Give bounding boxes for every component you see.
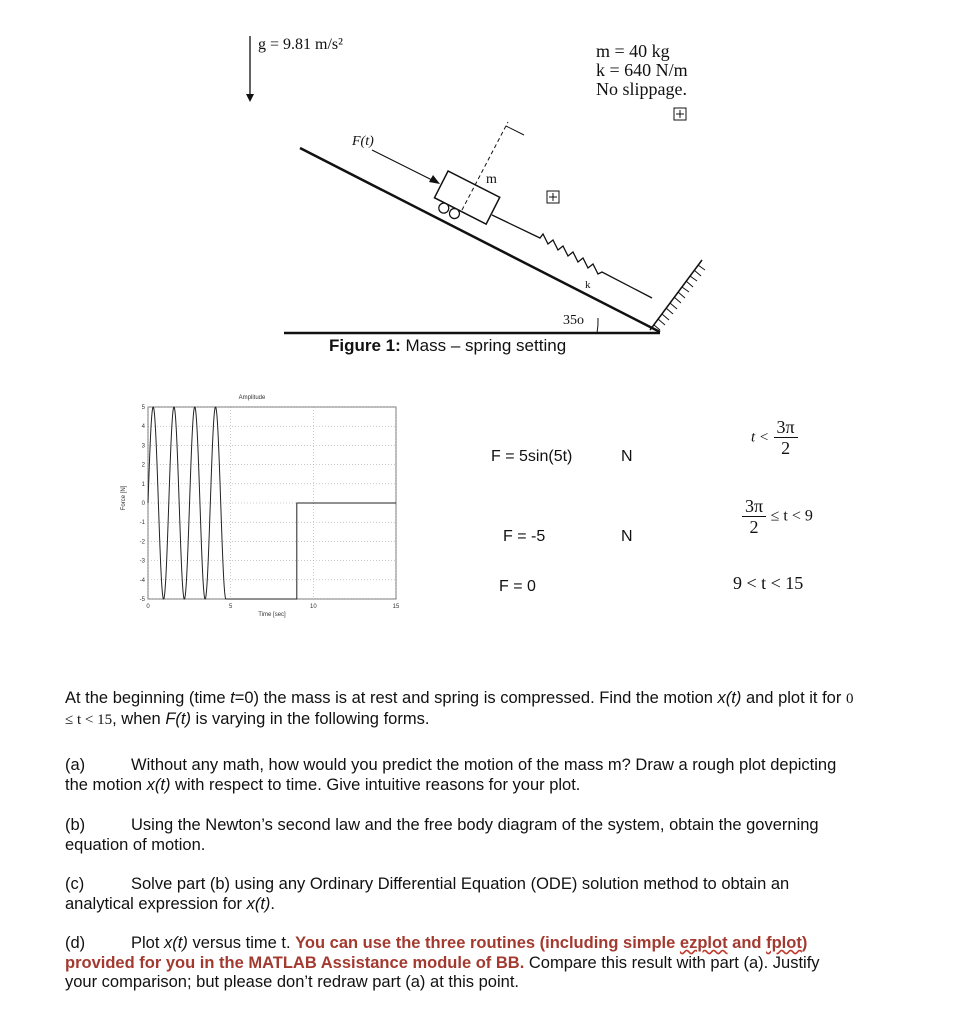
plot-ytick-label: -5	[139, 597, 145, 603]
plot-ytick-label: 5	[141, 405, 145, 411]
angle-arc	[597, 318, 598, 333]
force-cond-1: t < $\frac{3\pi}{2}$	[751, 417, 798, 458]
plot-xtick-label: 15	[392, 604, 400, 610]
mass-spring-figure	[0, 0, 959, 380]
system-params	[596, 42, 688, 99]
gravity-label: g = 9.81 m/s²	[258, 36, 343, 53]
intro-paragraph: At the beginning (time t=0) the mass is at rest and spring is compressed. Find the motion x(t) and plot it for 0 ≤ t < 15, when F(t) is varying in the following forms.	[65, 689, 854, 728]
plot-ytick-label: -3	[139, 558, 145, 565]
plot-ytick-label: 0	[141, 501, 145, 507]
figure-caption: Figure 1: Mass – spring setting	[329, 336, 567, 355]
param-mass: m = 40 kg	[596, 41, 670, 61]
plot-title: Amplitude	[238, 395, 266, 401]
plot-ytick-label: 4	[141, 424, 145, 431]
plot-xtick-label: 5	[228, 604, 233, 610]
spring	[492, 215, 652, 298]
force-expr-3: F = 0	[499, 578, 536, 595]
force-cond-2: $\frac{3\pi}{2}$ ≤ t < 9	[742, 496, 813, 537]
force-expr-2: F = -5	[503, 528, 546, 545]
expand-icon	[547, 191, 559, 203]
force-cond-3: 9 < t < 15	[733, 573, 804, 593]
force-unit-1: N	[621, 448, 633, 465]
question-a: (a) Without any math, how would you predict the motion of the mass m? Draw a rough plot depicting the motion x(t) with respect to time. Give intuitive reasons for your plot.	[65, 756, 837, 794]
plot-xlabel: Time [sec]	[258, 612, 286, 618]
plot-ytick-label: -2	[139, 539, 145, 546]
plot-xtick-label: 10	[309, 604, 317, 610]
question-d: (d) Plot x(t) versus time t. You can use the three routines (including simple ezplot and fplot) provided for you in the MATLAB Assistance module of BB. Compare this result with part (a). Justify your comparison; but please don’t redraw part (a) at this point.	[65, 934, 820, 991]
spring-label: k	[585, 279, 591, 291]
param-slip: No slippage.	[596, 79, 687, 99]
force-unit-2: N	[621, 528, 633, 545]
plot-xtick-label: 0	[146, 604, 150, 610]
force-plot	[110, 390, 410, 635]
plot-ytick-label: 3	[141, 443, 145, 450]
expand-icon	[674, 108, 686, 120]
mass-label: m	[486, 172, 497, 187]
question-b: (b) Using the Newton’s second law and the free body diagram of the system, obtain the governing equation of motion.	[65, 816, 819, 854]
angle-label: 35o	[563, 313, 584, 328]
plot-ytick-label: 1	[141, 481, 145, 488]
force-label: F(t)	[352, 134, 374, 149]
plot-ytick-label: -1	[139, 520, 145, 527]
plot-ytick-label: -4	[139, 577, 145, 584]
force-arrowhead	[429, 175, 440, 184]
gravity-arrowhead	[246, 94, 254, 102]
wall-hatch	[654, 265, 705, 330]
question-c: (c) Solve part (b) using any Ordinary Differential Equation (ODE) solution method to obtain an analytical expression for x(t).	[65, 875, 790, 913]
force-arrow	[372, 150, 432, 180]
force-expr-1: F = 5sin(5t)	[491, 448, 573, 465]
plot-ytick-label: 2	[141, 462, 145, 469]
plot-ylabel: Force [N]	[121, 485, 127, 511]
param-spring: k = 640 N/m	[596, 60, 688, 80]
